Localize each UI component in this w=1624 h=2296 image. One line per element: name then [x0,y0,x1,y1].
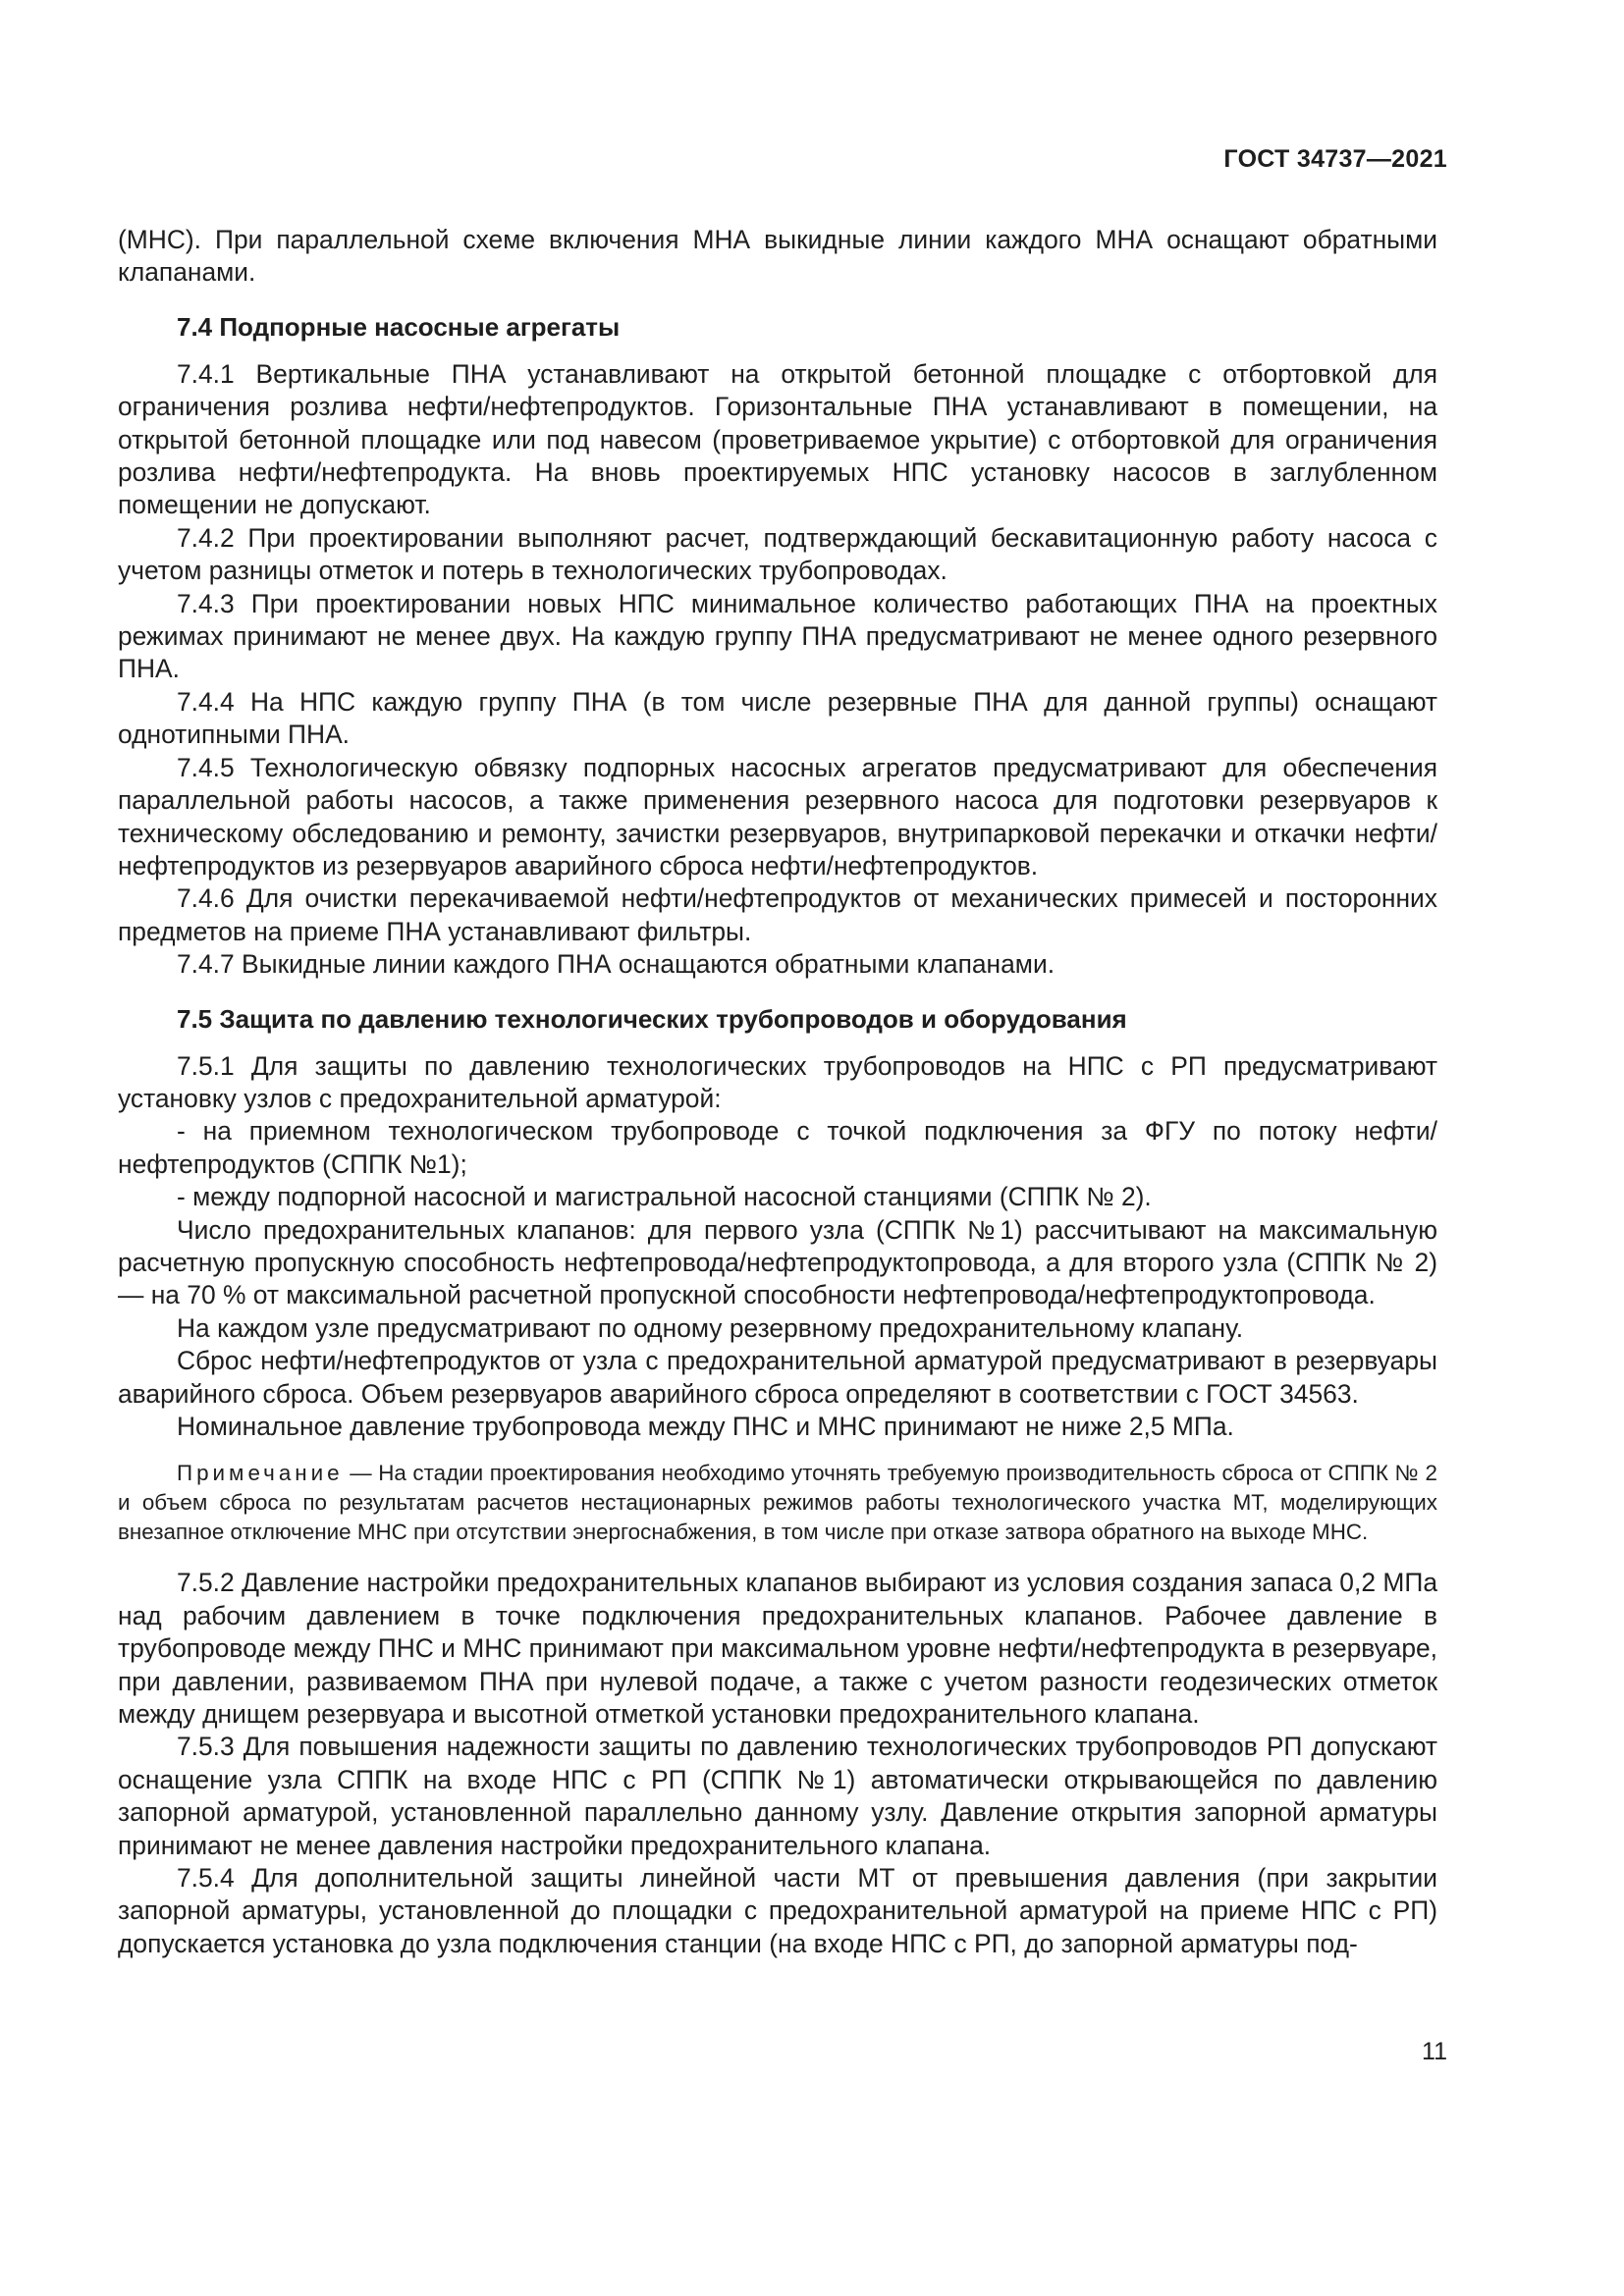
paragraph-7-5-4: 7.5.4 Для дополнительной защиты линейной части МТ от превышения давления (при закрытии запорной арматуры, установленной до площадки с предохранительной арматурой на приеме НПС с РП) допускается установка до узла подключения станции (на входе НПС с РП, до запорной арматуры под- [118,1863,1437,1958]
document-body [118,224,1437,1960]
paragraph-7-4-1: 7.4.1 Вертикальные ПНА устанавливают на открытой бетонной площадке с отбортовкой для ограничения розлива нефти/нефтепродуктов. Горизонтальные ПНА устанавливают в помещении, на открытой бетонной площадке или под навесом (проветриваемое укрытие) с отбортовкой для ограничения розлива нефти/нефтепродукта. На вновь проектируемых НПС установку насосов в заглубленном помещении не допускают. [118,358,1437,520]
paragraph-valve-count: Число предохранительных клапанов: для первого узла (СППК №1) рассчитывают на максимальную расчетную пропускную способность нефтепровода/нефтепродуктопровода, а для второго узла (СППК № 2) — на 70 % от максимальной расчетной пропускной способности нефтепровода/нефтепродуктопровода. [118,1214,1437,1310]
section-7-5-heading: 7.5 Защита по давлению технологических трубопроводов и оборудования [177,1003,1127,1034]
paragraph-reserve-valve: На каждом узле предусматривают по одному резервному предохранительному клапану. [177,1312,1244,1343]
list-item-sppk-2: - между подпорной насосной и магистральной насосной станциями (СППК № 2). [177,1182,1152,1212]
page-number: 11 [1422,2038,1447,2065]
section-7-4-heading: 7.4 Подпорные насосные агрегаты [177,311,621,342]
paragraph-7-4-5: 7.4.5 Технологическую обвязку подпорных насосных агрегатов предусматривают для обеспечения параллельной работы насосов, а также применения резервного насоса для подготовки резервуаров к техническому обследованию и ремонту, зачистки резервуаров, внутрипарковой перекачки и откачки нефти/нефтепродуктов из резервуаров аварийного сброса нефти/нефтепродуктов. [118,752,1437,881]
paragraph-7-4-4: 7.4.4 На НПС каждую группу ПНА (в том числе резервные ПНА для данной группы) оснащают однотипными ПНА. [118,686,1437,750]
paragraph-7-5-2: 7.5.2 Давление настройки предохранительных клапанов выбирают из условия создания запаса 0,2 МПа над рабочим давлением в точке подключения предохранительных клапанов. Рабочее давление в трубопроводе между ПНС и МНС принимают при максимальном уровне нефти/нефтепродукта в резервуаре, при давлении, развиваемом ПНА при нулевой подаче, а также с учетом разности геодезических отметок между днищем резервуара и высотной отметкой установки предохранительного клапана. [118,1568,1438,1730]
paragraph-7-5-3: 7.5.3 Для повышения надежности защиты по давлению технологических трубопроводов РП допускают оснащение узла СППК на входе НПС с РП (СППК №1) автоматически открывающейся по давлению запорной арматурой, установленной параллельно данному узлу. Давление открытия запорной арматуры принимают не менее давления настройки предохранительного клапана. [118,1732,1437,1860]
paragraph-7-4-3: 7.4.3 При проектировании новых НПС минимальное количество работающих ПНА на проектных режимах принимают не менее двух. На каждую группу ПНА предусматривают не менее одного резервного ПНА. [118,588,1437,684]
paragraph-7-4-2: 7.4.2 При проектировании выполняют расчет, подтверждающий бескавитационную работу насоса с учетом разницы отметок и потерь в технологических трубопроводах. [118,522,1437,586]
paragraph-7-4-7: 7.4.7 Выкидные линии каждого ПНА оснащаются обратными клапанами. [177,949,1056,980]
document-id-header: ГОСТ 34737—2021 [1223,145,1447,173]
paragraph-7-4-6: 7.4.6 Для очистки перекачиваемой нефти/нефтепродуктов от механических примесей и посторонних предметов на приеме ПНА устанавливают фильтры. [118,883,1437,946]
paragraph-discharge: Сброс нефти/нефтепродуктов от узла с предохранительной арматурой предусматривают в резервуары аварийного сброса. Объем резервуаров аварийного сброса определяют в соответствии с ГОСТ 34563. [118,1346,1437,1409]
intro-paragraph: (МНС). При параллельной схеме включения МНА выкидные линии каждого МНА оснащают обратными клапанами. [118,225,1437,288]
list-item-sppk-1: - на приемном технологическом трубопроводе с точкой подключения за ФГУ по потоку нефти/нефтепродуктов (СППК №1); [118,1116,1437,1179]
paragraph-7-5-1: 7.5.1 Для защиты по давлению технологических трубопроводов на НПС с РП предусматривают установку узлов с предохранительной арматурой: [118,1050,1437,1113]
note-text: — На стадии проектирования необходимо уточнять требуемую производительность сброса от СППК № 2 и объем сброса по результатам расчетов нестационарных режимов работы технологического участка МТ, моделирующих внезапное отключение МНС при отсутствии энергоснабжения, в том числе при отказе затвора обратного на выходе МНС. [118,1461,1437,1545]
note-paragraph [118,1459,1437,1547]
paragraph-nominal-pressure: Номинальное давление трубопровода между ПНС и МНС принимают не ниже 2,5 МПа. [177,1412,1234,1441]
note-label: Примечание [177,1461,344,1486]
